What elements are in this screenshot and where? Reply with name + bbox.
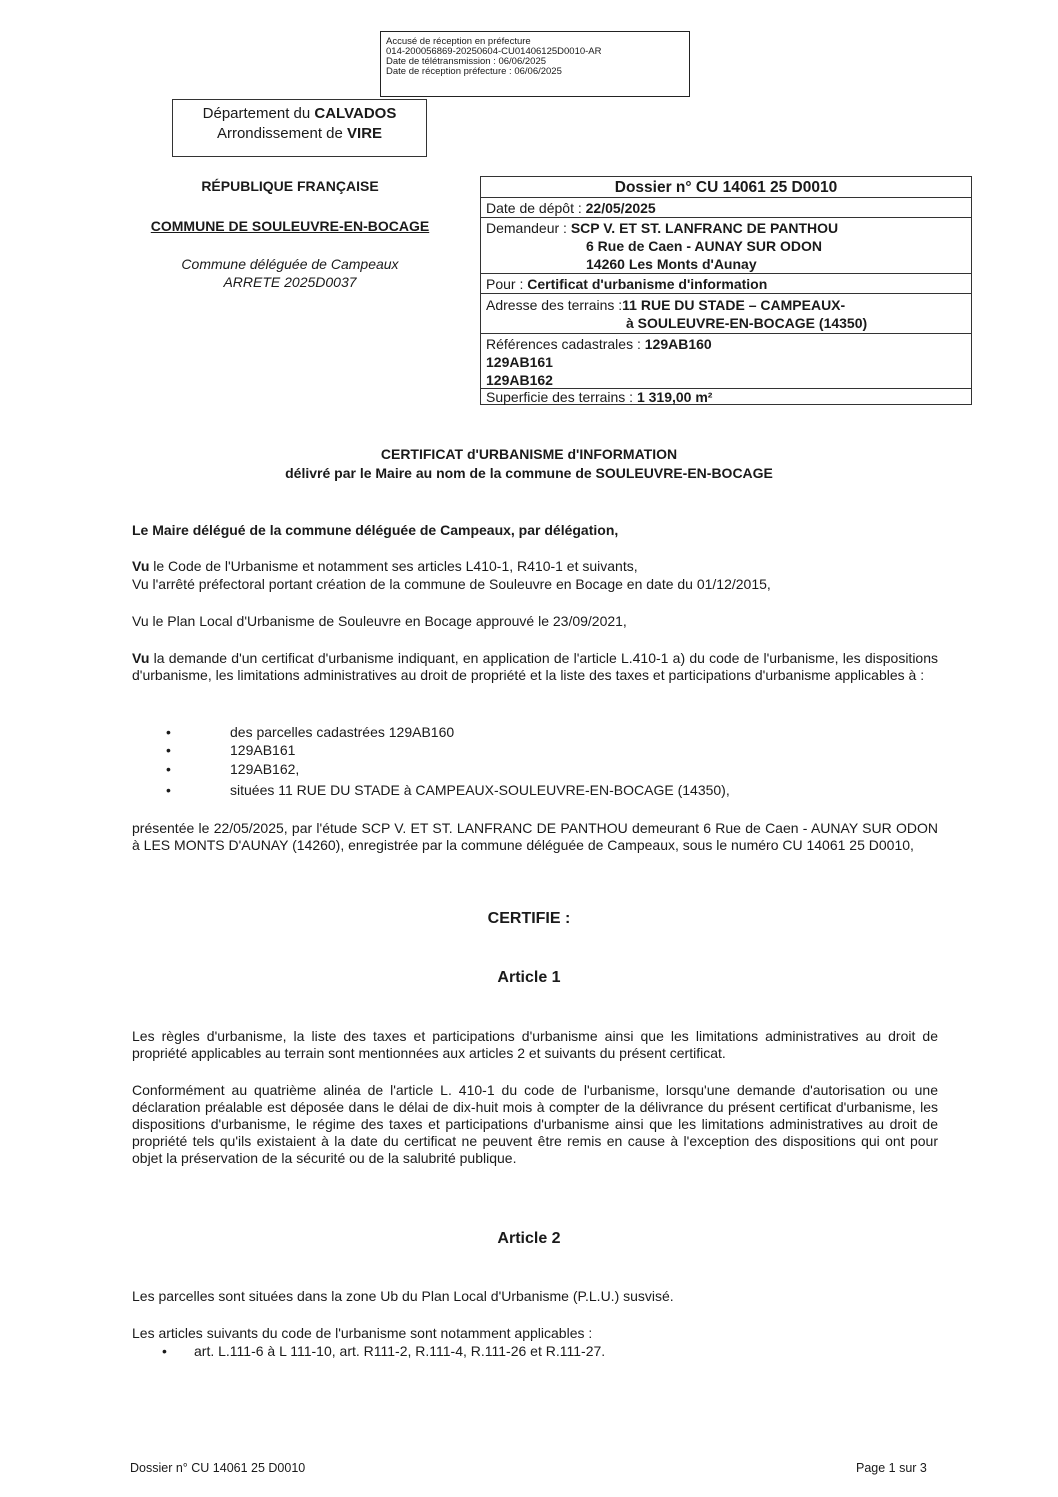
maire-line: Le Maire délégué de la commune déléguée de Campeaux, par délégation, [132, 522, 619, 538]
article-2-paragraph-2: Les articles suivants du code de l'urbanisme sont notamment applicables : [132, 1325, 593, 1341]
bullet-item: situées 11 RUE DU STADE à CAMPEAUX-SOULEUVRE-EN-BOCAGE (14350), [230, 782, 730, 798]
pour-row [481, 274, 971, 294]
arrondissement-line [173, 124, 426, 144]
reference-value: 129AB161 [486, 354, 553, 370]
receipt-line: Accusé de réception en préfecture [386, 36, 531, 47]
department-box [172, 99, 427, 157]
demandeur-address: 6 Rue de Caen - AUNAY SUR ODON [586, 238, 822, 254]
references-row [481, 334, 971, 389]
vu-text: la demande d'un certificat d'urbanisme indiquant, en application de l'article L.410-1 a) du code de l'urbanisme, les dispositions d'urbanisme, les limitations administratives au droit de propriété et la liste des taxes et participations d'urbanisme applicables à : [132, 650, 938, 683]
receipt-line: 014-200056869-20250604-CU01406125D0010-AR [386, 46, 602, 57]
vu-word: Vu [132, 558, 150, 574]
bullet-dot: • [162, 1343, 167, 1359]
vu-plu: Vu le Plan Local d'Urbanisme de Souleuvre en Bocage approuvé le 23/09/2021, [132, 613, 627, 629]
certificate-subtitle: délivré par le Maire au nom de la commune de SOULEUVRE-EN-BOCAGE [285, 465, 773, 481]
commune-heading: COMMUNE DE SOULEUVRE-EN-BOCAGE [150, 218, 430, 234]
references-label: Références cadastrales : [486, 336, 645, 352]
dossier-title: Dossier n° CU 14061 25 D0010 [481, 177, 971, 198]
vu-word: Vu [132, 650, 150, 666]
receipt-line: Date de télétransmission : 06/06/2025 [386, 56, 547, 67]
vu-code-urbanisme [132, 558, 938, 575]
certificate-title: CERTIFICAT d'URBANISME d'INFORMATION [380, 446, 678, 462]
superficie-value: 1 319,00 m² [636, 389, 713, 405]
presentee-paragraph: présentée le 22/05/2025, par l'étude SCP V. ET ST. LANFRANC DE PANTHOU demeurant 6 Rue de Caen - AUNAY SUR ODON à LES MONTS D'AUNAY (14260), enregistrée par la commune déléguée de Campeaux, sous le numéro CU 14061 25 D0010, [132, 820, 938, 853]
certifie-heading: CERTIFIE : [487, 910, 571, 927]
pour-value: Certificat d'urbanisme d'information [527, 276, 768, 292]
reference-value: 129AB160 [644, 336, 712, 352]
footer-page-number: Page 1 sur 3 [856, 1461, 927, 1475]
article-1-paragraph-1: Les règles d'urbanisme, la liste des taxes et participations d'urbanisme ainsi que les limitations administratives au droit de propriété applicables au terrain sont mentionnées aux articles 2 et suivants du présent certificat. [132, 1028, 938, 1061]
bullet-dot: • [166, 761, 171, 777]
demandeur-label: Demandeur : [486, 220, 571, 236]
arrondissement-name: VIRE [347, 125, 383, 142]
commune-deleguee: Commune déléguée de Campeaux [181, 256, 399, 272]
department-name: CALVADOS [314, 105, 397, 122]
demandeur-name: SCP V. ET ST. LANFRANC DE PANTHOU [570, 220, 839, 236]
reference-value: 129AB162 [486, 372, 553, 388]
bullet-item: des parcelles cadastrées 129AB160 [230, 724, 455, 740]
article-1-paragraph-2: Conformément au quatrième alinéa de l'article L. 410-1 du code de l'urbanisme, lorsqu'une demande d'autorisation ou une déclaration préalable est déposée dans le délai de dix-huit mois à compter de la délivrance du présent certificat d'urbanisme, les dispositions d'urbanisme, le régime des taxes et participations d'urbanisme ainsi que les limitations administratives au droit de propriété tels qu'ils existaient à la date du certificat ne peuvent être remis en cause à l'exception des dispositions qui ont pour objet la préservation de la sécurité ou de la salubrité publique. [132, 1082, 938, 1166]
arrete-number: ARRETE 2025D0037 [223, 274, 357, 290]
vu-demande [132, 650, 938, 684]
arrondissement-prefix: Arrondissement de [216, 125, 348, 142]
article-1-heading: Article 1 [497, 969, 561, 986]
vu-text: le Code de l'Urbanisme et notamment ses articles L410-1, R410-1 et suivants, [149, 558, 638, 574]
department-line [173, 104, 426, 124]
superficie-label: Superficie des terrains : [486, 389, 637, 405]
department-prefix: Département du [202, 105, 315, 122]
superficie-row [481, 389, 971, 405]
bullet-dot: • [166, 724, 171, 740]
adresse-line1: 11 RUE DU STADE – CAMPEAUX- [622, 297, 846, 313]
bullet-dot: • [166, 782, 171, 798]
bullet-item: 129AB161 [230, 742, 296, 758]
depot-label: Date de dépôt : [486, 200, 586, 216]
dossier-box [480, 176, 972, 405]
receipt-line: Date de réception préfecture : 06/06/2025 [386, 66, 562, 77]
article-2-paragraph-1: Les parcelles sont situées dans la zone Ub du Plan Local d'Urbanisme (P.L.U.) susvisé. [132, 1288, 674, 1304]
depot-value: 22/05/2025 [585, 200, 656, 216]
adresse-label: Adresse des terrains : [486, 297, 623, 313]
adresse-row [481, 294, 971, 334]
article-2-heading: Article 2 [497, 1230, 561, 1247]
vu-arrete-prefectoral: Vu l'arrêté préfectoral portant création de la commune de Souleuvre en Bocage en date du 01/12/2015, [132, 576, 771, 592]
republique-heading: RÉPUBLIQUE FRANÇAISE [201, 178, 379, 194]
prefecture-receipt-box [380, 31, 690, 97]
bullet-item: 129AB162, [230, 761, 300, 777]
bullet-dot: • [166, 742, 171, 758]
bullet-item: art. L.111-6 à L 111-10, art. R111-2, R.111-4, R.111-26 et R.111-27. [194, 1343, 606, 1359]
demandeur-row [481, 218, 971, 274]
demandeur-city: 14260 Les Monts d'Aunay [586, 256, 757, 272]
adresse-line2: à SOULEUVRE-EN-BOCAGE (14350) [626, 315, 868, 331]
depot-row [481, 198, 971, 218]
pour-label: Pour : [486, 276, 528, 292]
footer-dossier: Dossier n° CU 14061 25 D0010 [130, 1461, 306, 1475]
